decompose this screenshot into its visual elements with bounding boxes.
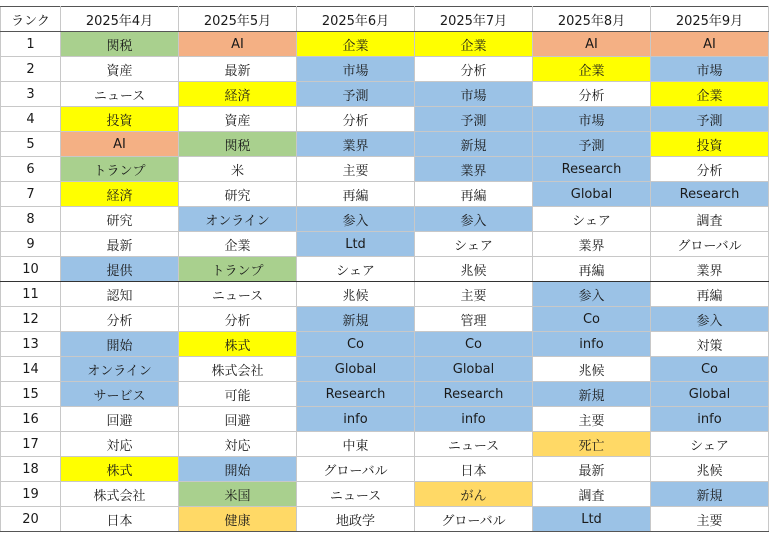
keyword-cell: シェア [651, 432, 769, 457]
keyword-cell: Research [533, 157, 651, 182]
keyword-cell: 対応 [61, 432, 179, 457]
keyword-cell: 中東 [297, 432, 415, 457]
keyword-cell: 予測 [651, 107, 769, 132]
keyword-cell: 主要 [651, 507, 769, 532]
keyword-cell: 分析 [179, 307, 297, 332]
keyword-cell: 新規 [415, 132, 533, 157]
keyword-cell: 調査 [651, 207, 769, 232]
keyword-cell: 兆候 [297, 282, 415, 307]
rank-cell: 12 [1, 307, 61, 332]
rank-cell: 18 [1, 457, 61, 482]
keyword-cell: 業界 [651, 257, 769, 282]
rank-cell: 15 [1, 382, 61, 407]
keyword-cell: 開始 [61, 332, 179, 357]
keyword-cell: シェア [415, 232, 533, 257]
keyword-cell: 管理 [415, 307, 533, 332]
table-row [1, 132, 769, 157]
rank-cell: 14 [1, 357, 61, 382]
header-row [1, 7, 769, 32]
keyword-cell: 株式 [61, 457, 179, 482]
keyword-cell: Research [297, 382, 415, 407]
keyword-cell: 分析 [651, 157, 769, 182]
keyword-cell: 株式会社 [179, 357, 297, 382]
table-body [1, 32, 769, 532]
keyword-cell: 兆候 [651, 457, 769, 482]
table-row [1, 307, 769, 332]
keyword-cell: トランプ [179, 257, 297, 282]
table-row [1, 457, 769, 482]
table-row [1, 207, 769, 232]
keyword-cell: Co [297, 332, 415, 357]
keyword-cell: 市場 [651, 57, 769, 82]
header-month: 2025年4月 [61, 7, 179, 32]
keyword-cell: 新規 [297, 307, 415, 332]
keyword-cell: 再編 [297, 182, 415, 207]
keyword-cell: 経済 [179, 82, 297, 107]
keyword-cell: AI [61, 132, 179, 157]
keyword-cell: 市場 [533, 107, 651, 132]
table-row [1, 157, 769, 182]
keyword-cell: グローバル [651, 232, 769, 257]
rank-cell: 4 [1, 107, 61, 132]
keyword-cell: 新規 [651, 482, 769, 507]
table-row [1, 57, 769, 82]
keyword-cell: Global [415, 357, 533, 382]
keyword-cell: 関税 [179, 132, 297, 157]
keyword-cell: ニュース [179, 282, 297, 307]
table-row [1, 332, 769, 357]
keyword-cell: 対策 [651, 332, 769, 357]
keyword-cell: オンライン [61, 357, 179, 382]
keyword-cell: 企業 [179, 232, 297, 257]
keyword-cell: 株式 [179, 332, 297, 357]
keyword-cell: AI [179, 32, 297, 57]
keyword-cell: 研究 [179, 182, 297, 207]
table-row [1, 182, 769, 207]
keyword-cell: AI [533, 32, 651, 57]
keyword-cell: シェア [533, 207, 651, 232]
rank-cell: 16 [1, 407, 61, 432]
keyword-cell: AI [651, 32, 769, 57]
keyword-cell: 認知 [61, 282, 179, 307]
keyword-cell: 予測 [533, 132, 651, 157]
keyword-cell: 参入 [297, 207, 415, 232]
keyword-cell: 最新 [61, 232, 179, 257]
table-row [1, 282, 769, 307]
table-row [1, 107, 769, 132]
keyword-cell: オンライン [179, 207, 297, 232]
keyword-cell: 再編 [415, 182, 533, 207]
keyword-cell: 市場 [297, 57, 415, 82]
keyword-cell: 企業 [651, 82, 769, 107]
table-row [1, 382, 769, 407]
keyword-cell: Ltd [533, 507, 651, 532]
keyword-cell: 日本 [415, 457, 533, 482]
keyword-cell: Research [415, 382, 533, 407]
header-month: 2025年5月 [179, 7, 297, 32]
rank-cell: 7 [1, 182, 61, 207]
keyword-cell: 新規 [533, 382, 651, 407]
rank-cell: 8 [1, 207, 61, 232]
keyword-cell: 分析 [533, 82, 651, 107]
keyword-cell: ニュース [61, 82, 179, 107]
rank-cell: 17 [1, 432, 61, 457]
table-row [1, 32, 769, 57]
keyword-cell: 投資 [61, 107, 179, 132]
keyword-cell: 業界 [415, 157, 533, 182]
table-row [1, 257, 769, 282]
keyword-cell: サービス [61, 382, 179, 407]
keyword-cell: 再編 [533, 257, 651, 282]
keyword-cell: 回避 [61, 407, 179, 432]
keyword-cell: Global [651, 382, 769, 407]
keyword-cell: 参入 [415, 207, 533, 232]
keyword-cell: 最新 [533, 457, 651, 482]
keyword-cell: 可能 [179, 382, 297, 407]
keyword-cell: シェア [297, 257, 415, 282]
keyword-cell: info [651, 407, 769, 432]
table-row [1, 482, 769, 507]
ranking-table-container [0, 6, 769, 532]
keyword-cell: Co [415, 332, 533, 357]
keyword-cell: 株式会社 [61, 482, 179, 507]
keyword-cell: 企業 [297, 32, 415, 57]
keyword-cell: ニュース [415, 432, 533, 457]
keyword-cell: 投資 [651, 132, 769, 157]
keyword-cell: グローバル [415, 507, 533, 532]
rank-cell: 13 [1, 332, 61, 357]
keyword-cell: Research [651, 182, 769, 207]
keyword-cell: 主要 [533, 407, 651, 432]
keyword-cell: 調査 [533, 482, 651, 507]
keyword-cell: 予測 [297, 82, 415, 107]
table-row [1, 507, 769, 532]
keyword-cell: info [415, 407, 533, 432]
keyword-cell: グローバル [297, 457, 415, 482]
rank-cell: 3 [1, 82, 61, 107]
table-row [1, 407, 769, 432]
keyword-cell: 経済 [61, 182, 179, 207]
keyword-cell: 参入 [651, 307, 769, 332]
header-month: 2025年7月 [415, 7, 533, 32]
keyword-cell: 兆候 [415, 257, 533, 282]
header-month: 2025年6月 [297, 7, 415, 32]
table-row [1, 432, 769, 457]
keyword-cell: Co [533, 307, 651, 332]
rank-cell: 20 [1, 507, 61, 532]
rank-cell: 19 [1, 482, 61, 507]
keyword-cell: 予測 [415, 107, 533, 132]
rank-cell: 9 [1, 232, 61, 257]
keyword-cell: 最新 [179, 57, 297, 82]
keyword-cell: Ltd [297, 232, 415, 257]
table-row [1, 357, 769, 382]
keyword-cell: 回避 [179, 407, 297, 432]
keyword-cell: 分析 [297, 107, 415, 132]
rank-cell: 1 [1, 32, 61, 57]
keyword-cell: Co [651, 357, 769, 382]
rank-cell: 10 [1, 257, 61, 282]
keyword-cell: 企業 [533, 57, 651, 82]
keyword-cell: 米 [179, 157, 297, 182]
keyword-cell: 日本 [61, 507, 179, 532]
keyword-cell: info [297, 407, 415, 432]
header-month: 2025年9月 [651, 7, 769, 32]
rank-cell: 11 [1, 282, 61, 307]
keyword-cell: 主要 [415, 282, 533, 307]
keyword-cell: 分析 [61, 307, 179, 332]
table-row [1, 232, 769, 257]
keyword-cell: 開始 [179, 457, 297, 482]
keyword-cell: 兆候 [533, 357, 651, 382]
keyword-cell: 対応 [179, 432, 297, 457]
header-rank: ランク [1, 7, 61, 32]
header-month: 2025年8月 [533, 7, 651, 32]
keyword-cell: 研究 [61, 207, 179, 232]
rank-cell: 5 [1, 132, 61, 157]
keyword-cell: 米国 [179, 482, 297, 507]
keyword-cell: 業界 [533, 232, 651, 257]
keyword-cell: トランプ [61, 157, 179, 182]
keyword-cell: 資産 [179, 107, 297, 132]
table-row [1, 82, 769, 107]
keyword-cell: 関税 [61, 32, 179, 57]
keyword-cell: Global [533, 182, 651, 207]
keyword-cell: 参入 [533, 282, 651, 307]
keyword-cell: 健康 [179, 507, 297, 532]
rank-cell: 6 [1, 157, 61, 182]
keyword-cell: 再編 [651, 282, 769, 307]
keyword-cell: 市場 [415, 82, 533, 107]
keyword-cell: 主要 [297, 157, 415, 182]
keyword-cell: Global [297, 357, 415, 382]
keyword-cell: 提供 [61, 257, 179, 282]
keyword-cell: ニュース [297, 482, 415, 507]
keyword-cell: 死亡 [533, 432, 651, 457]
keyword-cell: 業界 [297, 132, 415, 157]
keyword-cell: info [533, 332, 651, 357]
keyword-cell: がん [415, 482, 533, 507]
keyword-cell: 地政学 [297, 507, 415, 532]
keyword-cell: 企業 [415, 32, 533, 57]
keyword-ranking-table [0, 6, 769, 532]
keyword-cell: 分析 [415, 57, 533, 82]
rank-cell: 2 [1, 57, 61, 82]
keyword-cell: 資産 [61, 57, 179, 82]
